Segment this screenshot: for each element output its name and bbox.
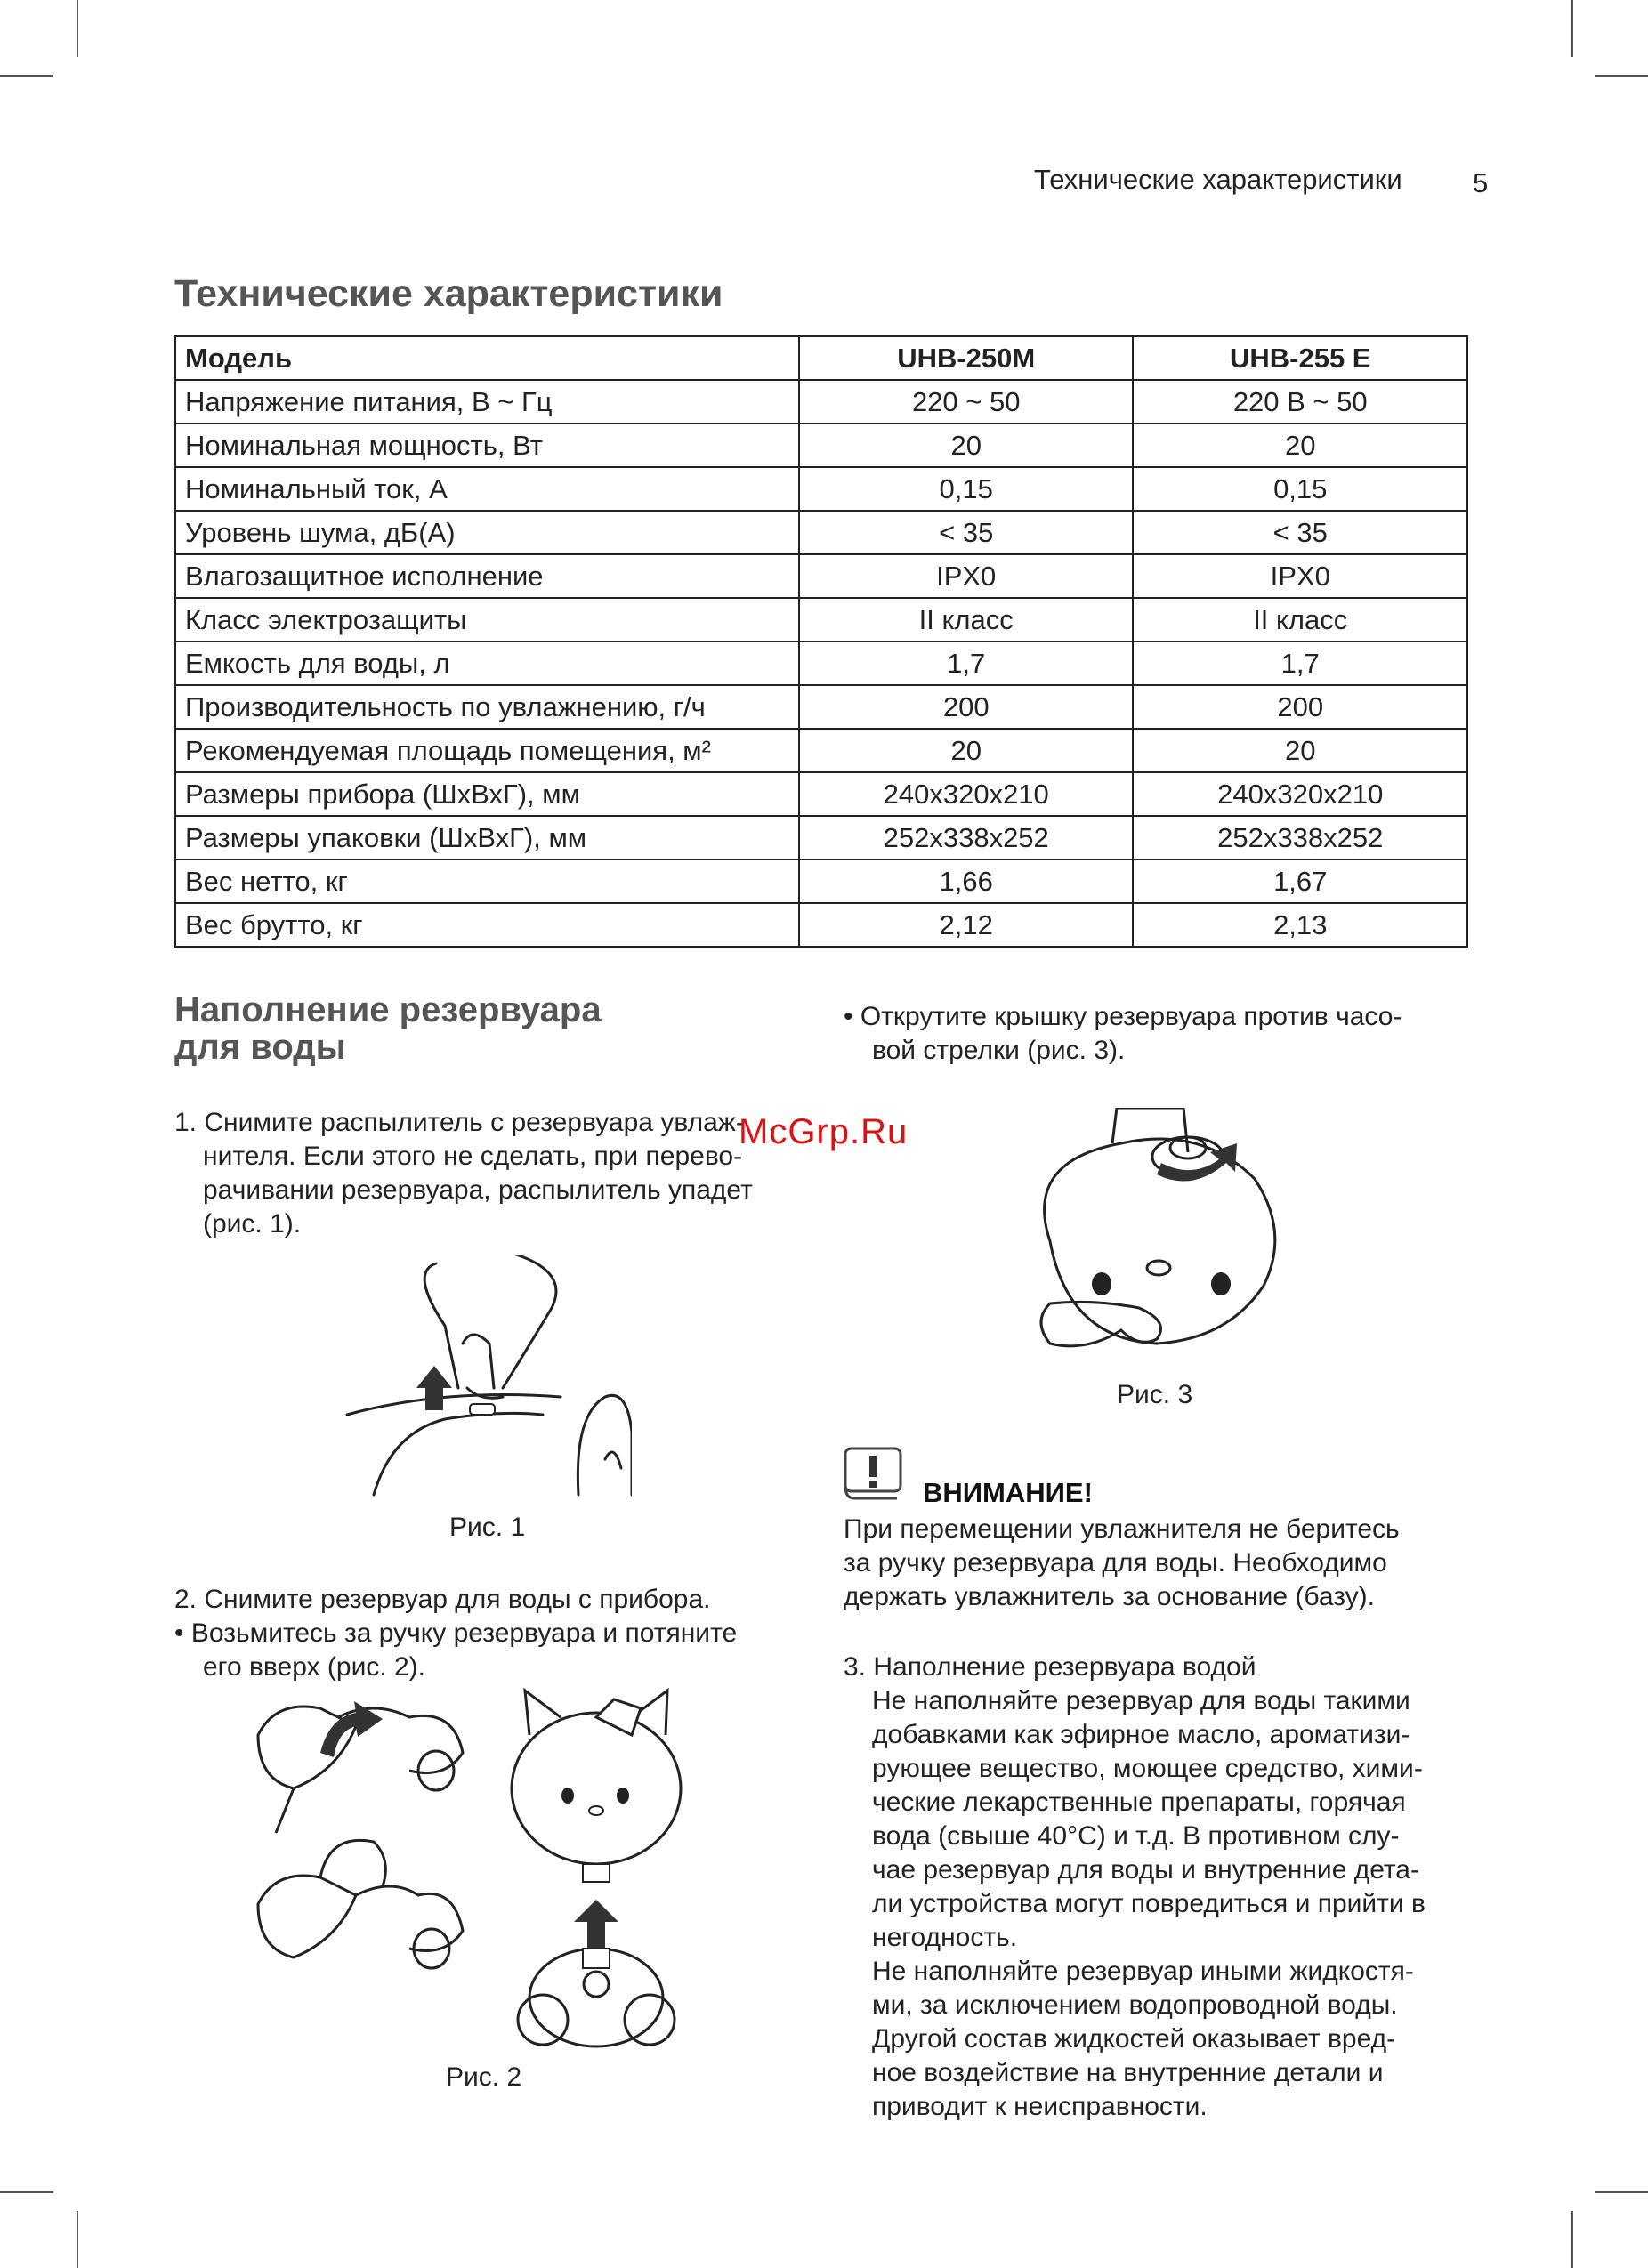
text-line: чае резервуар для воды и внутренние дета- — [872, 1855, 1419, 1885]
cell-value: 200 — [799, 685, 1134, 729]
text-line: Другой состав жидкостей оказывает вред- — [872, 2024, 1396, 2054]
page-number: 5 — [1473, 167, 1489, 198]
text-line: • Возьмитесь за ручку резервуара и потяните — [174, 1618, 738, 1648]
cell-value: 1,7 — [799, 642, 1134, 685]
warning-icon — [844, 1447, 902, 1500]
text-line: негодность. — [872, 1923, 1018, 1952]
figure-3-illustration — [1023, 1108, 1290, 1366]
crop-mark — [77, 2211, 78, 2268]
step-3-title: 3. Наполнение резервуара водой — [844, 1652, 1256, 1682]
cell-value: 240х320х210 — [1133, 772, 1467, 816]
text-line: Не наполняйте резервуар для воды такими — [872, 1686, 1410, 1715]
crop-mark — [1595, 2191, 1648, 2193]
cell-value: < 35 — [799, 511, 1134, 554]
table-row — [175, 511, 1467, 554]
row-label: Напряжение питания, В ~ Гц — [175, 380, 799, 424]
unscrew-instruction — [844, 1000, 1470, 1068]
text-line: ное воздействие на внутренние детали и — [872, 2058, 1384, 2087]
running-header: Технические характеристики — [1034, 164, 1402, 195]
crop-mark — [1571, 0, 1573, 57]
column-header: UHB-250M — [799, 336, 1134, 380]
step-3-body — [844, 1684, 1470, 2124]
row-label: Вес нетто, кг — [175, 860, 799, 903]
row-label: Влагозащитное исполнение — [175, 554, 799, 598]
table-row — [175, 424, 1467, 467]
row-label: Емкость для воды, л — [175, 642, 799, 685]
spec-table — [174, 335, 1468, 948]
cell-value: 200 — [1133, 685, 1467, 729]
cell-value: 220 ~ 50 — [799, 380, 1134, 424]
text-line: добавками как эфирное масло, ароматизи- — [872, 1720, 1410, 1749]
text-line: рующее вещество, моющее средство, хими- — [872, 1754, 1423, 1783]
text-line: ческие лекарственные препараты, горячая — [872, 1788, 1406, 1817]
cell-value: 252х338х252 — [1133, 816, 1467, 860]
cell-value: 20 — [1133, 424, 1467, 467]
watermark: McGrp.Ru — [739, 1112, 909, 1151]
cell-value: 1,67 — [1133, 860, 1467, 903]
text-line: за ручку резервуара для воды. Необходимо — [844, 1548, 1387, 1578]
cell-value: IPX0 — [1133, 554, 1467, 598]
step-3-text — [844, 1651, 1470, 2124]
cell-value: 1,7 — [1133, 642, 1467, 685]
warning-text — [844, 1513, 1470, 1614]
figure-2-illustration — [240, 1682, 694, 2055]
cell-value: 2,13 — [1133, 903, 1467, 947]
text-line: ли устройства могут повредиться и прийти в — [872, 1889, 1426, 1918]
cell-value: 2,12 — [799, 903, 1134, 947]
figure-3-caption: Рис. 3 — [1117, 1380, 1193, 1409]
row-label: Вес брутто, кг — [175, 903, 799, 947]
text-line: • Открутите крышку резервуара против часо- — [844, 1002, 1402, 1031]
cell-value: 1,66 — [799, 860, 1134, 903]
cell-value: IPX0 — [799, 554, 1134, 598]
table-header-row — [175, 336, 1467, 380]
cell-value: II класс — [1133, 598, 1467, 642]
text-line: вой стрелки (рис. 3). — [872, 1036, 1126, 1065]
cell-value: 240х320х210 — [799, 772, 1134, 816]
text-line: 1. Снимите распылитель с резервуара увлаж- — [174, 1108, 745, 1137]
step-2-text — [174, 1583, 801, 1684]
table-row — [175, 598, 1467, 642]
figure-1-illustration — [338, 1255, 632, 1504]
cell-value: 20 — [799, 424, 1134, 467]
text-line: При перемещении увлажнителя не беритесь — [844, 1514, 1400, 1544]
crop-mark — [1571, 2211, 1573, 2268]
cell-value: 220 В ~ 50 — [1133, 380, 1467, 424]
text-line: вода (свыше 40°C) и т.д. В противном слу- — [872, 1821, 1400, 1851]
crop-mark — [77, 0, 78, 57]
warning-title: ВНИМАНИЕ! — [923, 1477, 1093, 1508]
text-line: Не наполняйте резервуар иными жидкостя- — [872, 1957, 1414, 1986]
row-label: Рекомендуемая площадь помещения, м² — [175, 729, 799, 772]
row-label: Размеры упаковки (ШхВхГ), мм — [175, 816, 799, 860]
cell-value: 20 — [799, 729, 1134, 772]
cell-value: 0,15 — [1133, 467, 1467, 511]
row-label: Номинальный ток, А — [175, 467, 799, 511]
text-line: приводит к неисправности. — [872, 2092, 1208, 2121]
figure-2-caption: Рис. 2 — [446, 2062, 522, 2092]
cell-value: 20 — [1133, 729, 1467, 772]
text-line: (рис. 1). — [203, 1209, 302, 1239]
text-line: рачивании резервуара, распылитель упадет — [203, 1175, 753, 1205]
column-header: Модель — [175, 336, 799, 380]
table-row — [175, 554, 1467, 598]
table-row — [175, 729, 1467, 772]
text-line: его вверх (рис. 2). — [203, 1652, 426, 1682]
table-row — [175, 685, 1467, 729]
row-label: Номинальная мощность, Вт — [175, 424, 799, 467]
cell-value: 0,15 — [799, 467, 1134, 511]
row-label: Класс электрозащиты — [175, 598, 799, 642]
table-row — [175, 903, 1467, 947]
text-line: 2. Снимите резервуар для воды с прибора. — [174, 1585, 711, 1614]
table-row — [175, 380, 1467, 424]
page-title: Технические характеристики — [174, 272, 723, 315]
crop-mark — [0, 75, 53, 77]
section-heading — [174, 991, 602, 1066]
cell-value: 252х338х252 — [799, 816, 1134, 860]
figure-1-caption: Рис. 1 — [449, 1513, 526, 1542]
row-label: Размеры прибора (ШхВхГ), мм — [175, 772, 799, 816]
table-row — [175, 467, 1467, 511]
crop-mark — [1595, 75, 1648, 77]
text-line: нителя. Если этого не сделать, при перево- — [203, 1142, 743, 1171]
table-row — [175, 642, 1467, 685]
column-header: UHB-255 E — [1133, 336, 1467, 380]
table-row — [175, 816, 1467, 860]
crop-mark — [0, 2191, 53, 2193]
cell-value: < 35 — [1133, 511, 1467, 554]
cell-value: II класс — [799, 598, 1134, 642]
text-line: держать увлажнитель за основание (базу). — [844, 1582, 1375, 1611]
text-line: ми, за исключением водопроводной воды. — [872, 1990, 1398, 2020]
step-1-text — [174, 1106, 801, 1241]
row-label: Уровень шума, дБ(А) — [175, 511, 799, 554]
section-heading-line: для воды — [174, 1028, 346, 1067]
table-row — [175, 772, 1467, 816]
table-row — [175, 860, 1467, 903]
section-heading-line: Наполнение резервуара — [174, 990, 602, 1029]
row-label: Производительность по увлажнению, г/ч — [175, 685, 799, 729]
